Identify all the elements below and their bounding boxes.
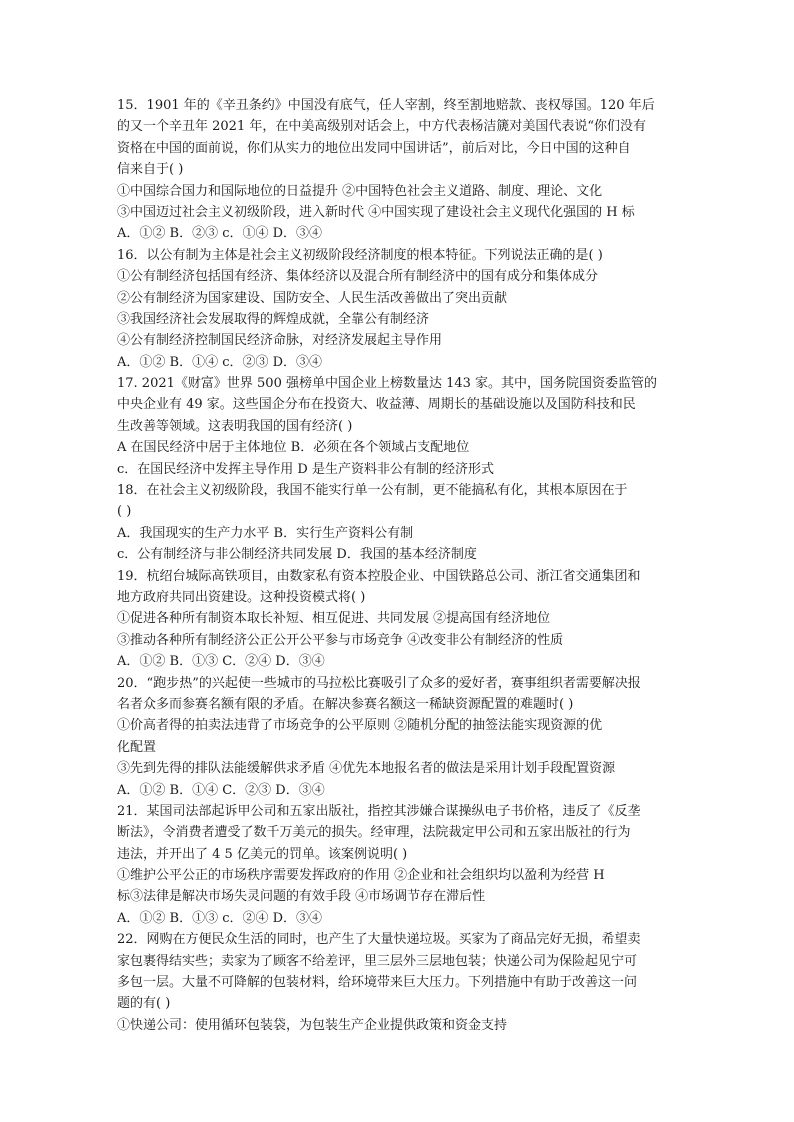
question-line: 标③法律是解决市场失灵问题的有效手段 ④市场调节存在滞后性 xyxy=(117,889,486,905)
question-21 xyxy=(117,801,679,929)
question-line: ①公有制经济包括国有经济、集体经济以及混合所有制经济中的国有成分和集体成分 xyxy=(117,269,599,285)
question-line: A．①② B．①③ C．②④ D．③④ xyxy=(117,654,325,670)
question-line: 中央企业有 49 家。这些国企分布在投资大、收益薄、周期长的基础设施以及国防科技和民 xyxy=(117,397,636,413)
question-line: ①快递公司：使用循环包装袋，为包装生产企业提供政策和资金支持 xyxy=(117,1017,508,1033)
question-15 xyxy=(117,95,679,245)
question-line: 多包一层。大量不可降解的包装材料，给环境带来巨大压力。下列措施中有助于改善这一问 xyxy=(117,975,638,991)
question-line: ③中国迈过社会主义初级阶段，进入新时代 ④中国实现了建设社会主义现代化强国的 H 标 xyxy=(117,204,635,220)
question-line: 生改善等领域。这表明我国的国有经济( ) xyxy=(117,418,353,434)
question-line: ①维护公平公正的市场秩序需要发挥政府的作用 ②企业和社会组织均以盈利为经营 H xyxy=(117,868,605,884)
question-line: A．①② B．②③ c．①④ D．③④ xyxy=(117,226,323,242)
question-line: ①价高者得的拍卖法违背了市场竞争的公平原则 ②随机分配的抽签法能实现资源的优 xyxy=(117,718,603,734)
question-line: c．在国民经济中发挥主导作用 D 是生产资料非公有制的经济形式 xyxy=(117,461,494,477)
question-20 xyxy=(117,673,679,801)
question-line: ( ) xyxy=(117,504,132,520)
question-line: A．①② B．①③ c．②④ D．③④ xyxy=(117,910,323,926)
question-line: ③我国经济社会发展取得的辉煌成就，全靠公有制经济 xyxy=(117,311,430,327)
question-line: 17. 2021《财富》世界 500 强榜单中国企业上榜数量达 143 家。其中，国务院国资委监管的 xyxy=(117,376,658,392)
question-18 xyxy=(117,480,679,566)
question-line: 题的有( ) xyxy=(117,996,171,1012)
question-line: 20．“跑步热”的兴起使一些城市的马拉松比赛吸引了众多的爱好者，赛事组织者需要解决报 xyxy=(117,675,641,691)
question-line: 家包裹得结实些；卖家为了顾客不给差评，里三层外三层地包装；快递公司为保险起见宁可 xyxy=(117,953,638,969)
question-line: A．我国现实的生产力水平 B．实行生产资料公有制 xyxy=(117,525,414,541)
question-line: 22．网购在方便民众生活的同时，也产生了大量快递垃圾。买家为了商品完好无损，希望卖 xyxy=(117,932,641,948)
question-17 xyxy=(117,373,679,480)
question-line: ④公有制经济控制国民经济命脉，对经济发展起主导作用 xyxy=(117,333,443,349)
question-line: 违法，并开出了 4 5 亿美元的罚单。该案例说明( ) xyxy=(117,846,408,862)
question-line: ①中国综合国力和国际地位的日益提升 ②中国特色社会主义道路、制度、理论、文化 xyxy=(117,183,603,199)
question-16 xyxy=(117,245,679,373)
question-line: 名者众多而参赛名额有限的矛盾。在解决参赛名额这一稀缺资源配置的难题时( ) xyxy=(117,696,574,712)
question-line: 地方政府共同出资建设。这种投资模式将( ) xyxy=(117,589,366,605)
question-line: ③推动各种所有制经济公正公开公平参与市场竞争 ④改变非公有制经济的性质 xyxy=(117,632,564,648)
question-line: 断法》，令消费者遭受了数千万美元的损失。经审理，法院裁定甲公司和五家出版社的行为 xyxy=(117,825,631,841)
question-line: 18．在社会主义初级阶段，我国不能实行单一公有制，更不能搞私有化，其根本原因在于 xyxy=(117,483,628,499)
question-line: 19．杭绍台城际高铁项目，由数家私有资本控股企业、中国铁路总公司、浙江省交通集团和 xyxy=(117,568,641,584)
question-19 xyxy=(117,566,679,673)
question-line: A．①② B．①④ c．②③ D．③④ xyxy=(117,354,323,370)
question-line: 资格在中国的面前说，你们从实力的地位出发同中国讲话”，前后对比，今日中国的这种自 xyxy=(117,140,631,156)
question-line: 化配置 xyxy=(117,739,157,755)
question-line: c．公有制经济与非公制经济共同发展 D．我国的基本经济制度 xyxy=(117,547,477,563)
question-line: 16．以公有制为主体是社会主义初级阶段经济制度的根本特征。下列说法正确的是( ) xyxy=(117,247,603,263)
question-line: 的又一个辛丑年 2021 年，在中美高级别对话会上，中方代表杨洁篪对美国代表说“你们没有 xyxy=(117,119,646,135)
exam-page xyxy=(117,95,679,1036)
question-line: ①促进各种所有制资本取长补短、相互促进、共同发展 ②提高国有经济地位 xyxy=(117,611,551,627)
question-22 xyxy=(117,929,679,1036)
question-line: A 在国民经济中居于主体地位 B．必须在各个领域占支配地位 xyxy=(117,440,470,456)
question-line: 21．某国司法部起诉甲公司和五家出版社，指控其涉嫌合谋操纵电子书价格，违反了《反垄 xyxy=(117,803,641,819)
question-line: ②公有制经济为国家建设、国防安全、人民生活改善做出了突出贡献 xyxy=(117,290,508,306)
question-line: 信来自于( ) xyxy=(117,162,184,178)
question-line: ③先到先得的排队法能缓解供求矛盾 ④优先本地报名者的做法是采用计划手段配置资源 xyxy=(117,761,616,777)
question-line: 15．1901 年的《辛丑条约》中国没有底气，任人宰割，终至割地赔款、丧权辱国。120 年后 xyxy=(117,98,655,113)
question-line: A．①② B．①④ C．②③ D．③④ xyxy=(117,782,325,798)
